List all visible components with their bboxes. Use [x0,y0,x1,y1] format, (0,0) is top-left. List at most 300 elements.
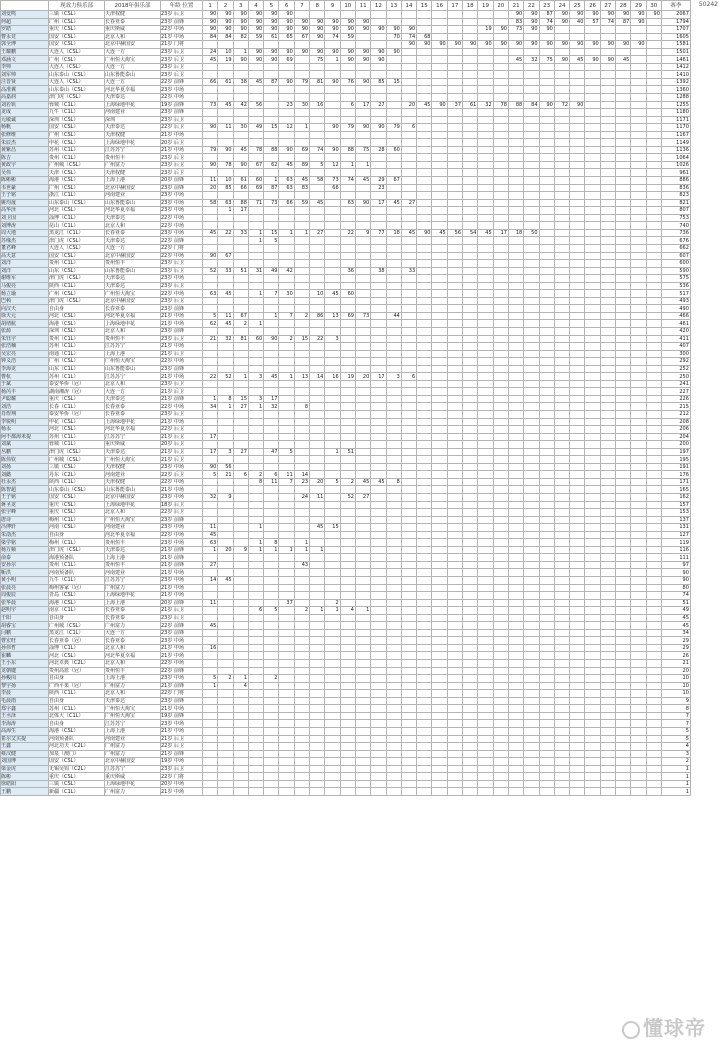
round-minutes-cell [340,712,355,720]
round-minutes-cell [646,161,661,169]
round-minutes-cell: 56 [248,101,263,109]
round-minutes-cell: 74 [401,33,416,41]
round-minutes-cell [508,116,523,124]
round-minutes-cell [340,524,355,532]
round-minutes-cell [294,388,309,396]
round-minutes-cell [646,41,661,49]
round-minutes-cell [432,373,447,381]
round-minutes-cell [631,509,646,517]
round-minutes-cell [447,11,462,19]
round-minutes-cell [371,320,386,328]
player-name-cell: 杨芮丰 [1,388,49,396]
round-minutes-cell [463,531,478,539]
round-minutes-cell [524,622,539,630]
round-minutes-cell [508,177,523,185]
round-minutes-cell [401,531,416,539]
round-minutes-cell [493,577,508,585]
round-minutes-cell [631,614,646,622]
table-row [1,652,691,660]
round-minutes-cell: 15 [294,335,309,343]
round-minutes-cell [600,48,615,56]
age-position-cell: 23岁 前锋 [161,516,203,524]
round-minutes-cell [478,312,493,320]
round-minutes-cell [447,750,462,758]
round-minutes-cell [218,222,233,230]
round-minutes-cell [539,471,554,479]
round-minutes-cell [447,56,462,64]
round-minutes-cell: 57 [585,18,600,26]
round-minutes-cell [279,463,294,471]
round-minutes-cell [585,335,600,343]
round-minutes-cell: 90 [600,41,615,49]
season-total-cell: 493 [661,297,690,305]
round-minutes-cell [310,780,325,788]
round-minutes-cell [600,735,615,743]
round-minutes-cell [508,161,523,169]
round-minutes-cell [325,546,340,554]
round-minutes-cell: 17 [371,373,386,381]
club-2018-cell: 长春亚泰 [105,607,161,615]
round-minutes-cell [264,561,279,569]
round-minutes-cell: 45 [386,199,401,207]
round-minutes-cell [417,629,432,637]
round-minutes-cell [264,554,279,562]
round-minutes-cell [600,222,615,230]
round-minutes-cell [478,11,493,19]
round-minutes-cell [340,441,355,449]
round-minutes-cell [233,433,248,441]
round-minutes-cell [340,644,355,652]
round-minutes-cell [616,33,631,41]
round-minutes-cell [524,471,539,479]
round-minutes-cell [508,192,523,200]
age-position-cell: 23岁 中场 [161,229,203,237]
round-minutes-cell [463,327,478,335]
round-minutes-cell [325,720,340,728]
round-minutes-cell [554,644,569,652]
round-minutes-cell [447,592,462,600]
round-minutes-cell [508,86,523,94]
round-minutes-cell: 89 [294,161,309,169]
round-minutes-cell [203,441,218,449]
round-minutes-cell [248,629,263,637]
round-minutes-cell [325,471,340,479]
round-minutes-cell [463,433,478,441]
round-minutes-cell [203,727,218,735]
round-minutes-cell [310,448,325,456]
player-name-cell: 何超 [1,18,49,26]
table-row [1,516,691,524]
round-minutes-cell [264,222,279,230]
round-minutes-cell [340,94,355,102]
round-minutes-cell [371,720,386,728]
round-minutes-cell [294,712,309,720]
player-name-cell: 梁学铭 [1,539,49,547]
round-minutes-cell [447,327,462,335]
season-total-cell: 119 [661,539,690,547]
round-minutes-cell [432,177,447,185]
round-minutes-cell [417,94,432,102]
round-minutes-cell [203,743,218,751]
player-name-cell: 马俊亮 [1,282,49,290]
round-minutes-cell [310,305,325,313]
round-minutes-cell [386,652,401,660]
round-minutes-cell [279,637,294,645]
round-minutes-cell: 30 [279,290,294,298]
round-minutes-cell [478,154,493,162]
round-minutes-cell [463,660,478,668]
season-total-cell: 9 [661,697,690,705]
round-minutes-cell: 1 [233,675,248,683]
round-minutes-cell [340,350,355,358]
round-minutes-cell [417,199,432,207]
round-minutes-cell [524,410,539,418]
round-minutes-cell [310,109,325,117]
round-minutes-cell [539,373,554,381]
round-minutes-cell [585,614,600,622]
round-minutes-cell [310,94,325,102]
round-minutes-cell [248,660,263,668]
round-minutes-cell [340,214,355,222]
round-minutes-cell [310,410,325,418]
round-minutes-cell [325,486,340,494]
round-minutes-cell [585,743,600,751]
round-minutes-cell [463,720,478,728]
club-2018-cell: 北京中赫国安 [105,494,161,502]
round-minutes-cell [508,275,523,283]
round-minutes-cell [585,637,600,645]
round-minutes-cell [539,131,554,139]
round-minutes-cell: 21 [203,335,218,343]
round-minutes-cell [233,667,248,675]
current-club-cell: 国安（CSL） [49,33,105,41]
round-minutes-cell [325,169,340,177]
round-minutes-cell [310,139,325,147]
season-total-cell: 1410 [661,71,690,79]
round-minutes-cell [447,735,462,743]
round-minutes-cell [539,546,554,554]
season-total-cell: 607 [661,252,690,260]
club-2018-cell: 河南建业 [105,192,161,200]
round-minutes-cell [279,252,294,260]
round-minutes-cell [478,365,493,373]
round-minutes-cell [447,682,462,690]
round-minutes-cell [417,63,432,71]
round-minutes-cell [524,184,539,192]
round-minutes-cell [248,652,263,660]
round-minutes-cell: 52 [203,267,218,275]
round-minutes-cell [600,33,615,41]
table-row [1,109,691,117]
round-minutes-cell [493,735,508,743]
player-name-cell: 俞泰 [1,554,49,562]
club-2018-cell: 天津泰达 [105,395,161,403]
round-minutes-cell [325,554,340,562]
round-minutes-cell [371,290,386,298]
round-minutes-cell: 87 [264,78,279,86]
round-minutes-cell [616,524,631,532]
round-minutes-cell [508,539,523,547]
season-total-cell: 127 [661,531,690,539]
round-minutes-cell [524,335,539,343]
club-2018-cell: 北京人和 [105,222,161,230]
round-minutes-cell [447,773,462,781]
round-minutes-cell [248,350,263,358]
round-minutes-cell [463,501,478,509]
round-minutes-cell [340,516,355,524]
round-minutes-cell: 59 [294,199,309,207]
round-minutes-cell [478,433,493,441]
round-minutes-cell [325,388,340,396]
round-minutes-cell [646,86,661,94]
round-minutes-cell [401,252,416,260]
round-minutes-cell [539,652,554,660]
round-minutes-cell [432,448,447,456]
round-minutes-cell [631,116,646,124]
round-minutes-cell: 90 [264,48,279,56]
round-minutes-cell [325,343,340,351]
round-minutes-cell [279,441,294,449]
round-minutes-cell [508,448,523,456]
round-minutes-cell [294,660,309,668]
round-minutes-cell [279,395,294,403]
round-minutes-cell: 90 [539,101,554,109]
age-position-cell: 23岁 后卫 [161,11,203,19]
round-minutes-cell [386,727,401,735]
round-minutes-cell [478,712,493,720]
player-name-cell: 杨帆 [1,124,49,132]
round-minutes-cell [401,644,416,652]
round-minutes-cell: 69 [248,184,263,192]
round-minutes-cell [203,629,218,637]
round-minutes-cell [539,418,554,426]
round-minutes-cell: 12 [325,161,340,169]
round-minutes-cell [585,569,600,577]
round-minutes-cell [570,305,585,313]
round-minutes-cell: 60 [386,146,401,154]
round-minutes-cell: 10 [218,48,233,56]
round-minutes-cell: 90 [218,18,233,26]
round-minutes-cell [616,426,631,434]
round-minutes-cell [248,644,263,652]
round-minutes-cell [616,660,631,668]
round-minutes-cell [539,244,554,252]
round-minutes-cell [478,124,493,132]
round-minutes-cell [585,418,600,426]
round-minutes-cell [600,682,615,690]
table-row [1,599,691,607]
round-minutes-cell [508,675,523,683]
round-minutes-cell [401,509,416,517]
round-minutes-cell [554,244,569,252]
table-row [1,26,691,34]
round-minutes-cell: 19 [218,56,233,64]
round-minutes-cell [386,644,401,652]
round-minutes-cell [631,539,646,547]
round-minutes-cell [340,735,355,743]
round-minutes-cell [508,584,523,592]
round-minutes-cell [355,214,370,222]
table-row [1,644,691,652]
round-minutes-cell [401,735,416,743]
current-club-cell: 苏州（C1L） [49,146,105,154]
round-minutes-cell [325,561,340,569]
current-club-cell: 河南预备队 [49,735,105,743]
round-minutes-cell: 90 [524,11,539,19]
round-minutes-cell [585,758,600,766]
round-minutes-cell [355,712,370,720]
round-minutes-cell [463,63,478,71]
age-position-cell: 23岁 中场 [161,637,203,645]
round-minutes-cell [508,290,523,298]
round-minutes-cell [631,146,646,154]
round-minutes-cell [447,614,462,622]
current-club-cell: 新疆（C1L） [49,788,105,796]
round-minutes-cell [203,569,218,577]
round-minutes-cell [554,622,569,630]
round-minutes-cell [585,373,600,381]
round-minutes-cell [340,365,355,373]
round-minutes-cell [447,607,462,615]
round-minutes-cell [646,305,661,313]
round-minutes-cell [310,116,325,124]
round-minutes-cell [600,327,615,335]
round-minutes-cell [340,592,355,600]
round-minutes-cell [539,192,554,200]
round-minutes-cell [325,592,340,600]
round-minutes-cell [524,539,539,547]
round-minutes-cell [478,343,493,351]
round-minutes-cell [539,622,554,630]
round-minutes-cell [539,599,554,607]
round-minutes-cell [447,448,462,456]
round-minutes-cell [493,94,508,102]
round-minutes-cell: 45 [218,101,233,109]
round-minutes-cell [554,222,569,230]
round-minutes-cell [371,448,386,456]
round-minutes-cell [616,109,631,117]
round-minutes-cell [508,207,523,215]
round-minutes-cell [570,667,585,675]
round-minutes-cell [417,139,432,147]
round-minutes-cell [325,494,340,502]
round-minutes-cell [386,252,401,260]
round-minutes-cell [585,667,600,675]
round-minutes-cell [554,501,569,509]
current-club-cell: 山东泰山（CSL） [49,199,105,207]
round-minutes-cell: 90 [355,124,370,132]
round-minutes-cell [325,463,340,471]
round-minutes-cell [585,199,600,207]
round-minutes-cell [447,380,462,388]
round-minutes-cell [355,463,370,471]
round-minutes-cell [371,282,386,290]
round-minutes-cell [355,388,370,396]
round-minutes-cell [401,592,416,600]
round-minutes-cell [325,501,340,509]
round-minutes-cell: 17 [371,199,386,207]
round-minutes-cell [493,260,508,268]
player-name-cell: 朱钰宇 [1,335,49,343]
round-minutes-cell [539,350,554,358]
round-minutes-cell [325,426,340,434]
age-position-cell: 23岁 中场 [161,720,203,728]
round-minutes-cell [417,350,432,358]
round-minutes-cell [570,765,585,773]
age-position-cell: 20岁 前锋 [161,177,203,185]
current-club-cell: 津门虎（CSL） [49,237,105,245]
round-minutes-cell [463,569,478,577]
age-position-cell: 23岁 中场 [161,275,203,283]
round-minutes-cell [524,494,539,502]
round-minutes-cell [631,244,646,252]
round-minutes-cell [218,237,233,245]
round-minutes-cell [585,290,600,298]
round-minutes-cell [478,463,493,471]
round-minutes-cell [616,305,631,313]
round-minutes-cell [325,712,340,720]
round-minutes-cell: 90 [355,199,370,207]
round-minutes-cell [524,501,539,509]
round-minutes-cell [355,554,370,562]
round-minutes-cell [340,297,355,305]
round-minutes-cell [340,456,355,464]
round-minutes-cell [539,388,554,396]
round-minutes-cell: 59 [340,33,355,41]
club-2018-cell: 北京人和 [105,644,161,652]
round-minutes-cell [447,275,462,283]
round-minutes-cell [386,192,401,200]
round-minutes-cell [294,433,309,441]
round-minutes-cell [417,358,432,366]
round-minutes-cell [417,554,432,562]
round-minutes-cell [279,410,294,418]
round-minutes-cell [539,516,554,524]
round-minutes-cell [646,463,661,471]
round-minutes-cell [493,222,508,230]
round-minutes-cell: 90 [310,18,325,26]
round-minutes-cell [631,660,646,668]
round-minutes-cell [371,509,386,517]
age-position-cell: 22岁 中场 [161,252,203,260]
round-minutes-cell [631,743,646,751]
round-minutes-cell [508,426,523,434]
round-minutes-cell [218,509,233,517]
round-minutes-cell [432,78,447,86]
round-minutes-cell [340,637,355,645]
table-row [1,192,691,200]
current-club-cell: 苏州（C1L） [49,373,105,381]
round-minutes-cell: 61 [463,101,478,109]
table-row [1,395,691,403]
round-minutes-cell: 90 [554,56,569,64]
round-minutes-cell [401,652,416,660]
round-minutes-cell [233,380,248,388]
round-minutes-cell [264,192,279,200]
round-minutes-cell: 5 [203,471,218,479]
club-2018-cell: 北京中赫国安 [105,297,161,305]
round-minutes-cell [447,131,462,139]
round-minutes-cell [279,629,294,637]
season-total-cell: 45 [661,622,690,630]
round-minutes-cell [325,192,340,200]
round-minutes-cell [493,418,508,426]
round-minutes-cell [616,622,631,630]
round-minutes-cell [355,735,370,743]
season-total-cell: 300 [661,350,690,358]
round-minutes-cell [355,109,370,117]
player-name-cell: 刘扬 [1,463,49,471]
